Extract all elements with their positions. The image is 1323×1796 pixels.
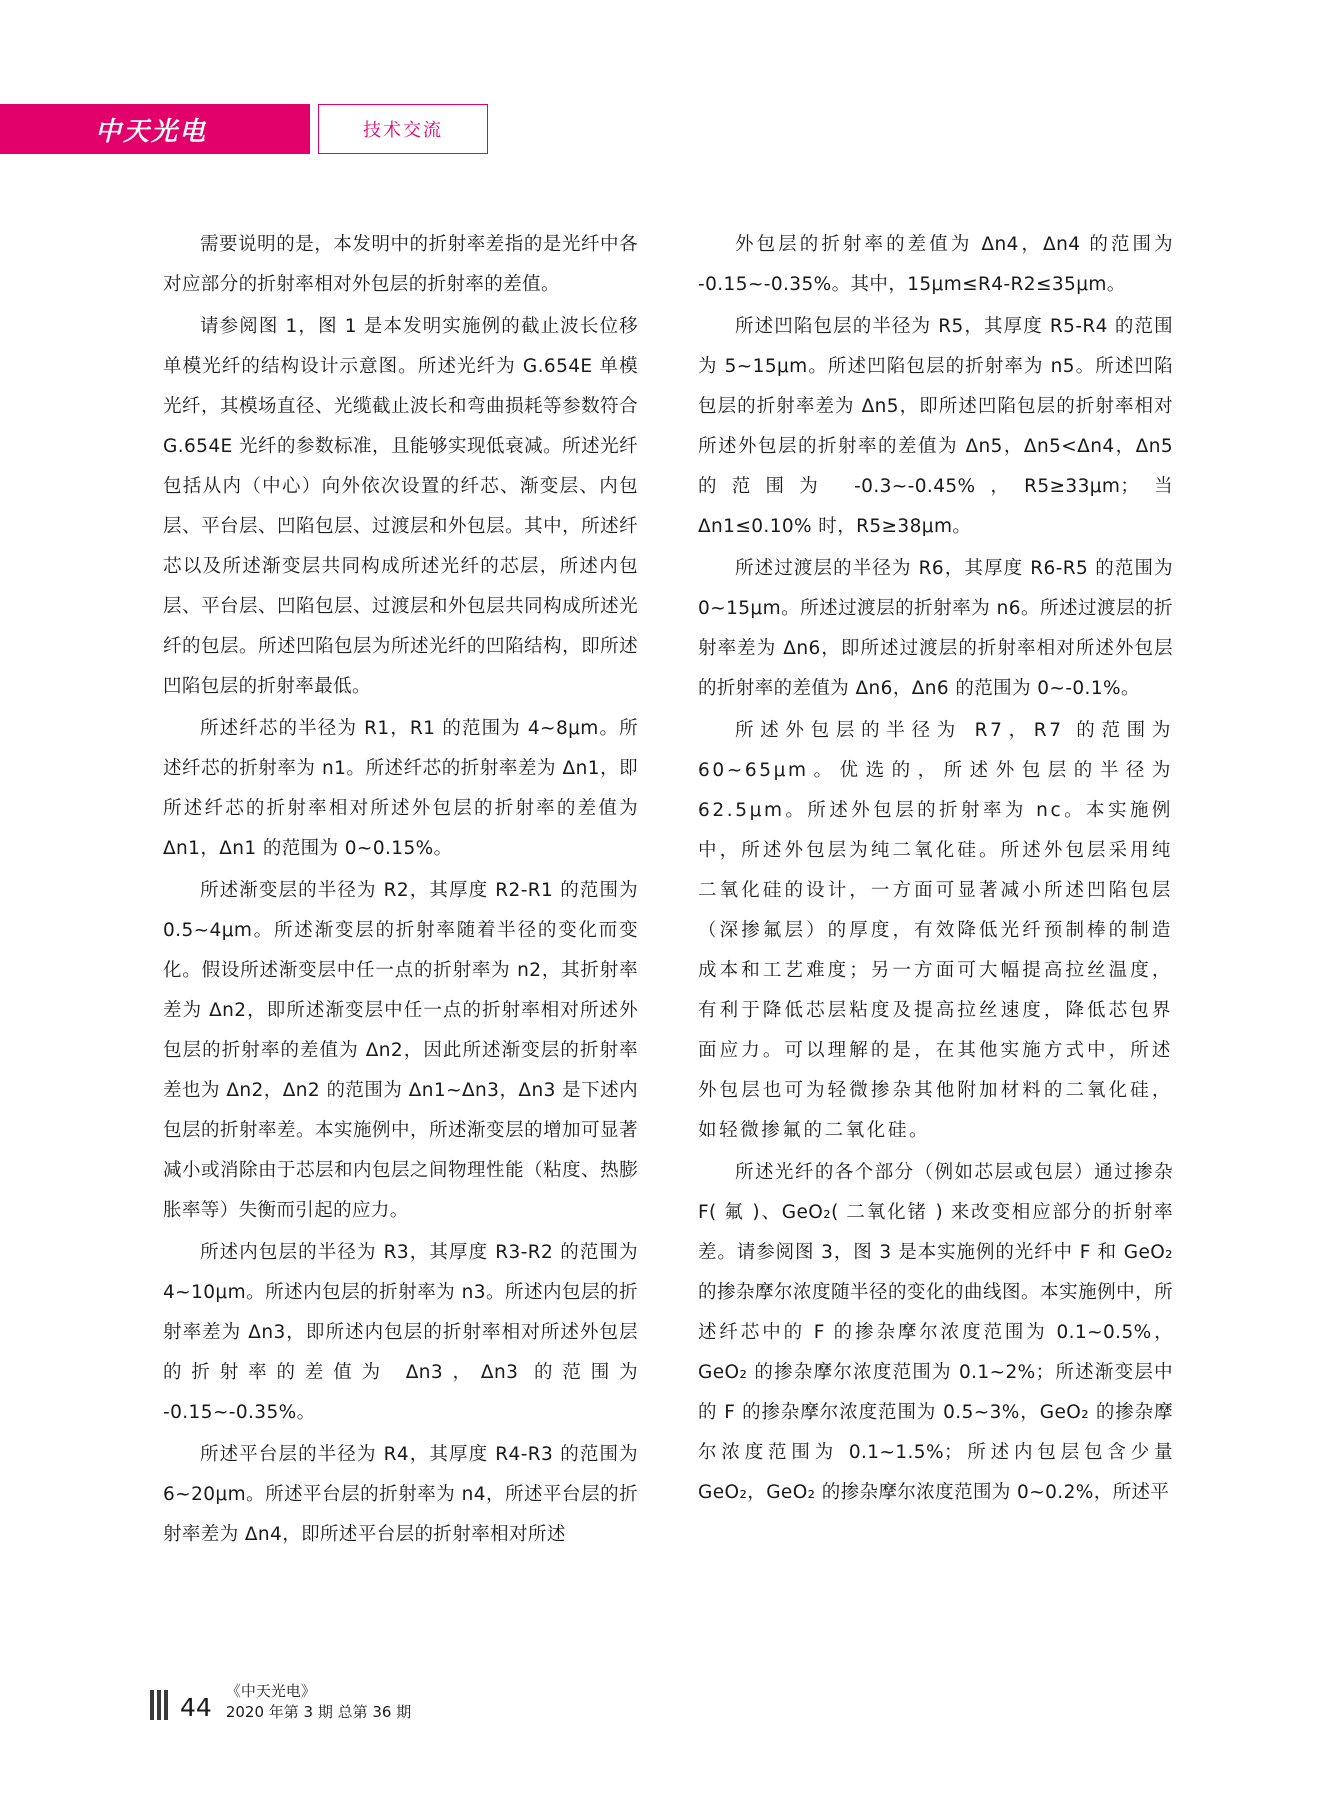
right-column	[698, 225, 1173, 1557]
paragraph: 所述纤芯的半径为 R1，R1 的范围为 4~8μm。所述纤芯的折射率为 n1。所述纤芯的折射率差为 Δn1，即所述纤芯的折射率相对所述外包层的折射率的差值为 Δn1，Δn1 的范围为 0~0.15%。	[163, 718, 638, 859]
footer-meta	[226, 1681, 411, 1724]
footer-bars-icon	[150, 1690, 168, 1724]
paragraph: 所述过渡层的半径为 R6，其厚度 R6-R5 的范围为 0~15μm。所述过渡层的折射率为 n6。所述过渡层的折射率差为 Δn6，即所述过渡层的折射率相对所述外包层的折射率的差值为 Δn6，Δn6 的范围为 0~-0.1%。	[698, 558, 1173, 699]
paragraph: 外包层的折射率的差值为 Δn4，Δn4 的范围为 -0.15~-0.35%。其中，15μm≤R4-R2≤35μm。	[698, 234, 1173, 295]
paragraph: 所述内包层的半径为 R3，其厚度 R3-R2 的范围为 4~10μm。所述内包层的折射率为 n3。所述内包层的折射率差为 Δn3，即所述内包层的折射率相对所述外包层的折射率的差值为 Δn3，Δn3 的范围为 -0.15~-0.35%。	[163, 1242, 638, 1423]
paragraph: 所述光纤的各个部分（例如芯层或包层）通过掺杂 F( 氟 )、GeO₂( 二氧化锗 ) 来改变相应部分的折射率差。请参阅图 3，图 3 是本实施例的光纤中 F 和 GeO₂ 的掺杂摩尔浓度随半径的变化的曲线图。本实施例中，所述纤芯中的 F 的掺杂摩尔浓度范围为 0.1~0.5%，GeO₂ 的掺杂摩尔浓度范围为 0.1~2%；所述渐变层中的 F 的掺杂摩尔浓度范围为 0.5~3%，GeO₂ 的掺杂摩尔浓度范围为 0.1~1.5%；所述内包层包含少量 GeO₂，GeO₂ 的掺杂摩尔浓度范围为 0~0.2%，所述平	[698, 1162, 1173, 1503]
journal-title: 《中天光电》	[225, 1682, 316, 1700]
page-number: 44	[180, 1693, 212, 1722]
section-tab-label: 技术交流	[363, 120, 443, 141]
paragraph: 所述外包层的半径为 R7，R7 的范围为 60~65μm。优选的，所述外包层的半径为 62.5μm。所述外包层的折射率为 nc。本实施例中，所述外包层为纯二氧化硅。所述外包层采用纯二氧化硅的设计，一方面可显著减小所述凹陷包层（深掺氟层）的厚度，有效降低光纤预制棒的制造成本和工艺难度；另一方面可大幅提高拉丝温度，有利于降低芯层粘度及提高拉丝速度，降低芯包界面应力。可以理解的是，在其他实施方式中，所述外包层也可为轻微掺杂其他附加材料的二氧化硅，如轻微掺氟的二氧化硅。	[698, 720, 1173, 1141]
left-column	[163, 225, 638, 1557]
paragraph: 所述平台层的半径为 R4，其厚度 R4-R3 的范围为 6~20μm。所述平台层的折射率为 n4，所述平台层的折射率差为 Δn4，即所述平台层的折射率相对所述	[163, 1444, 638, 1545]
article-body	[163, 225, 1173, 1557]
journal-issue: 2020 年第 3 期 总第 36 期	[225, 1703, 412, 1721]
page-footer	[150, 1681, 411, 1724]
brand-title: 中天光电	[94, 116, 207, 147]
paragraph: 所述凹陷包层的半径为 R5，其厚度 R5-R4 的范围为 5~15μm。所述凹陷包层的折射率为 n5。所述凹陷包层的折射率差为 Δn5，即所述凹陷包层的折射率相对所述外包层的折射率的差值为 Δn5，Δn5<Δn4，Δn5 的范围为 -0.3~-0.45%，R5≥33μm；当 Δn1≤0.10% 时，R5≥38μm。	[698, 316, 1173, 537]
section-tab	[318, 104, 488, 154]
page-header	[0, 104, 490, 154]
brand-banner	[0, 104, 310, 154]
paragraph: 请参阅图 1，图 1 是本发明实施例的截止波长位移单模光纤的结构设计示意图。所述光纤为 G.654E 单模光纤，其模场直径、光缆截止波长和弯曲损耗等参数符合 G.654E 光纤的参数标准，且能够实现低衰减。所述光纤包括从内（中心）向外依次设置的纤芯、渐变层、内包层、平台层、凹陷包层、过渡层和外包层。其中，所述纤芯以及所述渐变层共同构成所述光纤的芯层，所述内包层、平台层、凹陷包层、过渡层和外包层共同构成所述光纤的包层。所述凹陷包层为所述光纤的凹陷结构，即所述凹陷包层的折射率最低。	[163, 316, 638, 697]
paragraph: 所述渐变层的半径为 R2，其厚度 R2-R1 的范围为 0.5~4μm。所述渐变层的折射率随着半径的变化而变化。假设所述渐变层中任一点的折射率为 n2，其折射率差为 Δn2，即所述渐变层中任一点的折射率相对所述外包层的折射率的差值为 Δn2，因此所述渐变层的折射率差也为 Δn2，Δn2 的范围为 Δn1~Δn3，Δn3 是下述内包层的折射率差。本实施例中，所述渐变层的增加可显著减小或消除由于芯层和内包层之间物理性能（粘度、热膨胀率等）失衡而引起的应力。	[163, 880, 638, 1221]
paragraph: 需要说明的是，本发明中的折射率差指的是光纤中各对应部分的折射率相对外包层的折射率的差值。	[163, 234, 638, 295]
